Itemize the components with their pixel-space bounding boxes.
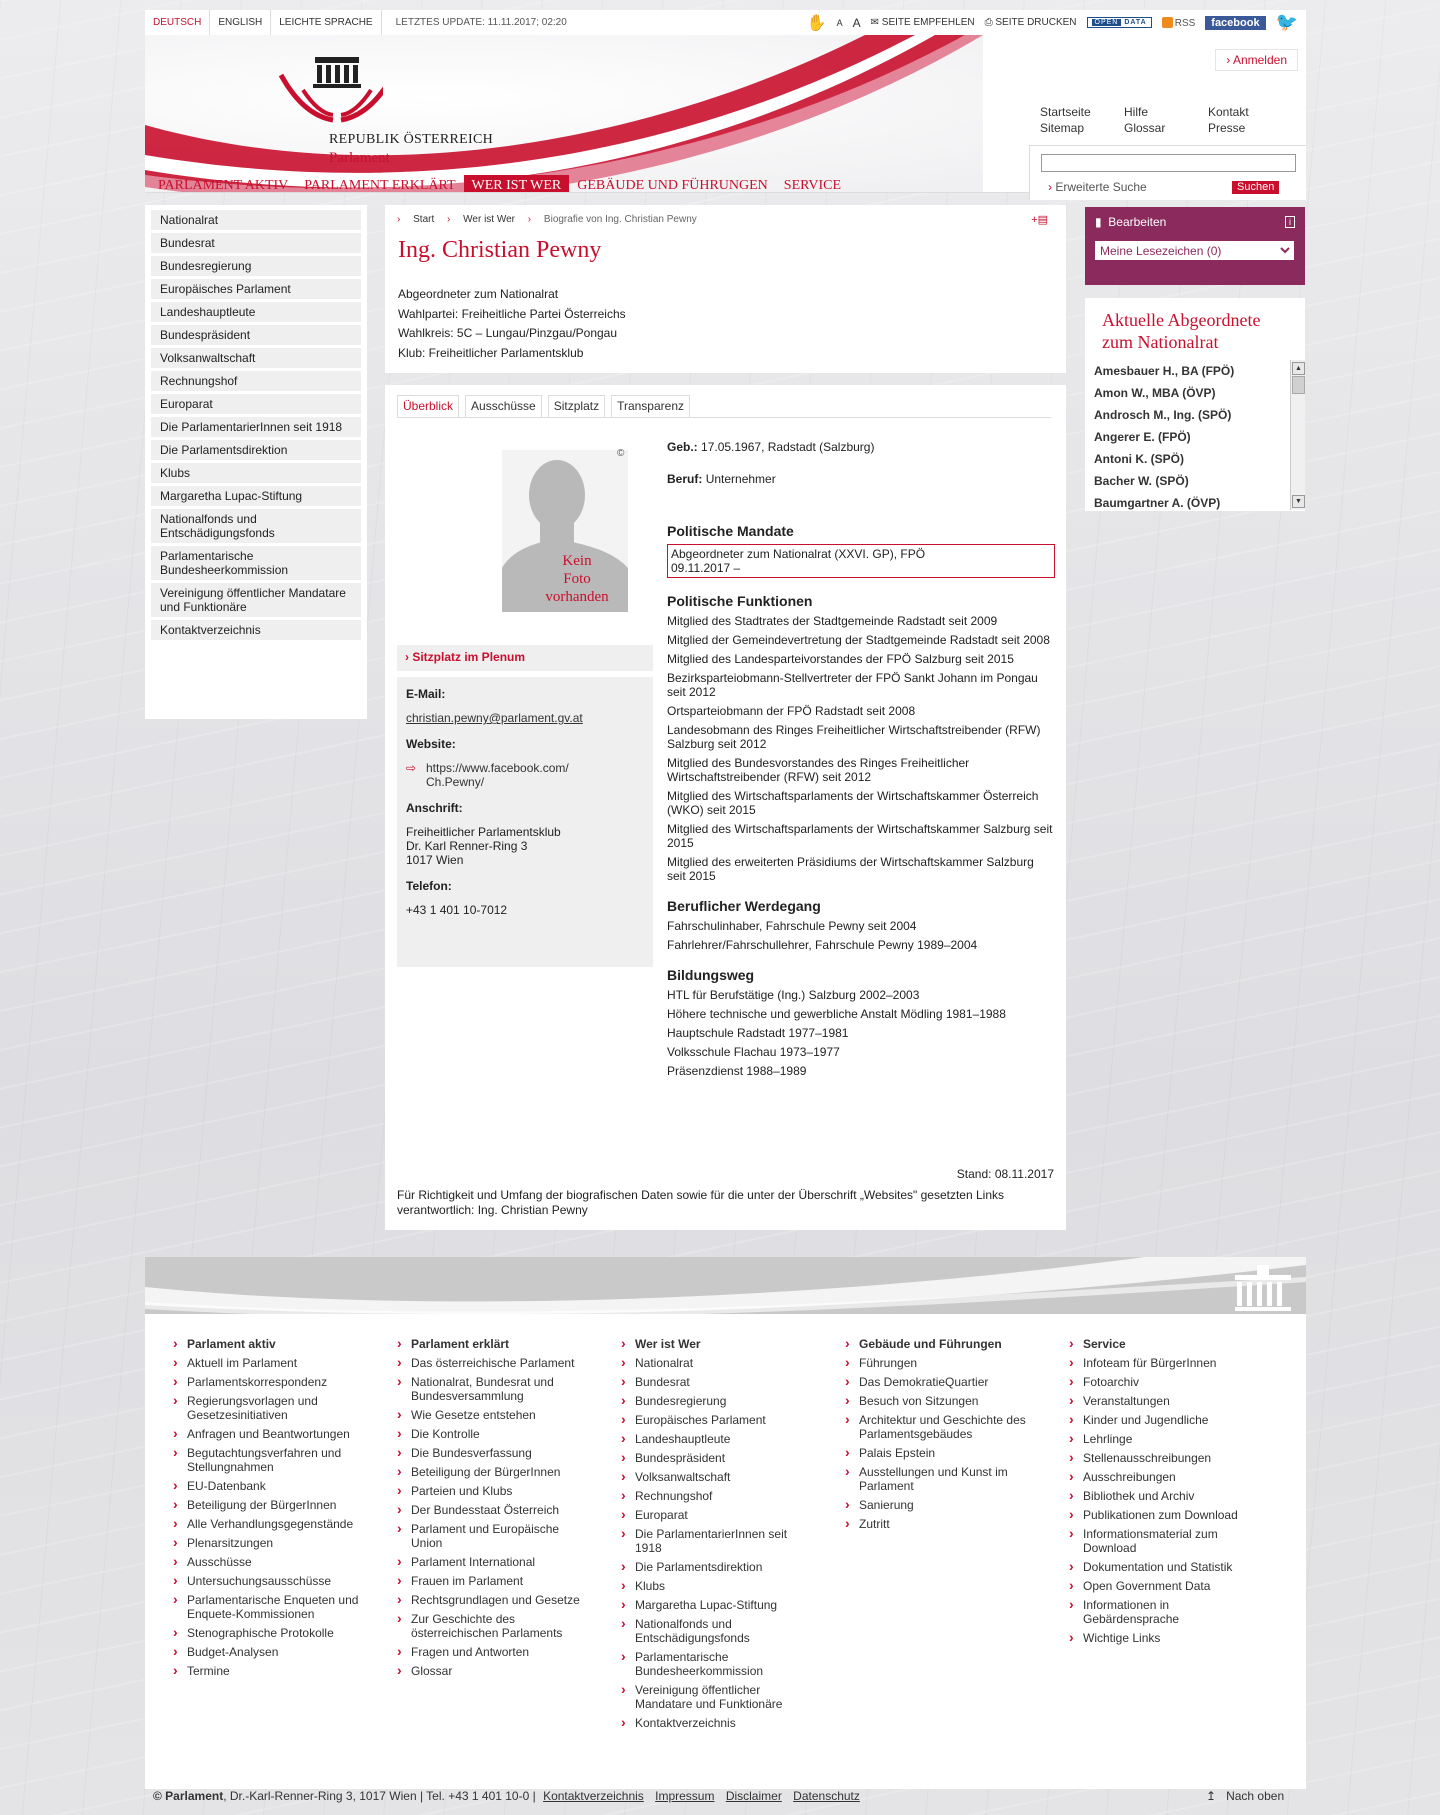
facebook-link[interactable]: facebook (1205, 16, 1265, 30)
footer-column (621, 1337, 845, 1735)
footer-link[interactable]: › Landeshauptleute (621, 1432, 811, 1446)
members-scrollbar[interactable] (1290, 360, 1305, 510)
footer-link-kontaktverzeichnis[interactable]: Kontaktverzeichnis (543, 1789, 644, 1803)
sidebar-item[interactable]: Parlamentarische Bundesheerkommission (151, 546, 361, 580)
add-bookmark-icon[interactable]: +▤ (1031, 214, 1048, 226)
breadcrumb-current: Biografie von Ing. Christian Pewny (543, 214, 697, 225)
footer-link[interactable]: › Regierungsvorlagen und Gesetzesinitiativen (173, 1394, 363, 1422)
no-photo-line2: Foto (563, 571, 591, 587)
person-party: Wahlpartei: Freiheitliche Partei Österreichs (398, 306, 626, 321)
person-district: Wahlkreis: 5C – Lungau/Pinzgau/Pongau (398, 326, 618, 340)
footer-link[interactable]: › Bundesregierung (621, 1394, 811, 1408)
page-wrapper (145, 10, 1306, 193)
footer-link[interactable]: › Wie Gesetze entstehen (397, 1408, 587, 1422)
sidebar-item[interactable]: Europarat (151, 394, 361, 414)
opendata-label-2: DATA (1124, 19, 1147, 26)
recommend-link[interactable] (871, 17, 975, 28)
main-content (385, 385, 1066, 1230)
printer-icon: ⎙ (984, 17, 993, 28)
funktionen-item: Mitglied des Wirtschaftsparlaments der Wirtschaftskammer Salzburg seit 2015 (667, 822, 1053, 850)
footer-swoosh (145, 1257, 1306, 1314)
footer-link[interactable]: › Europäisches Parlament (621, 1413, 811, 1427)
footer-link[interactable]: › Publikationen zum Download (1069, 1508, 1259, 1522)
site-footer (145, 1257, 1306, 1789)
footer-link[interactable]: › Wichtige Links (1069, 1631, 1259, 1645)
footer-link[interactable]: › Architektur und Geschichte des Parlamentsgebäudes (845, 1413, 1035, 1441)
footer-link[interactable]: › Parteien und Klubs (397, 1484, 587, 1498)
footer-link[interactable]: › Besuch von Sitzungen (845, 1394, 1035, 1408)
twitter-icon[interactable]: 🐦 (1275, 12, 1298, 32)
footer-link[interactable]: › Ausschreibungen (1069, 1470, 1259, 1484)
website-label: Website: (406, 737, 456, 751)
phone-number: +43 1 401 10-7012 (406, 903, 508, 917)
footer-column-title[interactable]: › Parlament erklärt (397, 1337, 621, 1351)
footer-link[interactable]: › Kinder und Jugendliche (1069, 1413, 1259, 1427)
footer-link[interactable]: › Stellenausschreibungen (1069, 1451, 1259, 1465)
footer-link[interactable]: › Klubs (621, 1579, 811, 1593)
funktionen-item: Landesobmann des Ringes Freiheitlicher Wirtschaftstreibender (RFW) Salzburg seit 2012 (667, 723, 1041, 751)
footer-link[interactable]: › Fragen und Antworten (397, 1645, 587, 1659)
footer-link[interactable]: › Parlamentarische Enqueten und Enquete-Kommissionen (173, 1593, 363, 1621)
footer-column-title[interactable]: › Service (1069, 1337, 1293, 1351)
werdegang-item: Fahrlehrer/Fahrschullehrer, Fahrschule Pewny 1989–2004 (667, 938, 978, 952)
no-photo-label (527, 552, 627, 606)
print-label: SEITE DRUCKEN (995, 17, 1077, 28)
footer-link[interactable]: › Die Parlamentsdirektion (621, 1560, 811, 1574)
sidebar-item[interactable]: Vereinigung öffentlicher Mandatare und Funktionäre (151, 583, 361, 617)
sidebar-item[interactable]: Landeshauptleute (151, 302, 361, 322)
tab-sitzplatz[interactable]: Sitzplatz (548, 395, 605, 417)
last-updated: Stand: 08.11.2017 (956, 1167, 1054, 1181)
footer-link[interactable]: › Rechnungshof (621, 1489, 811, 1503)
job-value: Unternehmer (705, 472, 776, 486)
footer-link-disclaimer[interactable]: Disclaimer (725, 1789, 782, 1803)
print-link[interactable] (985, 17, 1077, 28)
footer-link[interactable]: › Informationsmaterial zum Download (1069, 1527, 1259, 1555)
no-photo-line1: Kein (562, 553, 592, 569)
footer-link-impressum[interactable]: Impressum (655, 1789, 715, 1803)
funktionen-list (667, 614, 1055, 883)
back-to-top-label: Nach oben (1226, 1789, 1285, 1803)
footer-link[interactable]: › Rechtsgrundlagen und Gesetze (397, 1593, 587, 1607)
funktionen-item: Mitglied des Wirtschaftsparlaments der Wirtschaftskammer Österreich (WKO) seit 2015 (667, 789, 1039, 817)
footer-link[interactable]: › Frauen im Parlament (397, 1574, 587, 1588)
sidebar-item[interactable]: Rechnungshof (151, 371, 361, 391)
person-header (385, 205, 1066, 373)
advanced-search-label: Erweiterte Suche (1055, 180, 1147, 194)
footer-link[interactable]: › Zur Geschichte des österreichischen Parlaments (397, 1612, 587, 1640)
footer-link[interactable]: › EU-Datenbank (173, 1479, 363, 1493)
footer-link[interactable]: › Alle Verhandlungsgegenstände (173, 1517, 363, 1531)
footer-link[interactable]: › Bundesrat (621, 1375, 811, 1389)
brand-logo[interactable] (329, 131, 493, 167)
footer-link[interactable]: › Parlament International (397, 1555, 587, 1569)
bildung-item: Präsenzdienst 1988–1989 (667, 1064, 807, 1078)
no-photo-line3: vorhanden (545, 589, 609, 605)
sign-language-icon[interactable]: ✋ (806, 14, 827, 32)
footer-link[interactable]: › Beteiligung der BürgerInnen (173, 1498, 363, 1512)
bildung-item: Hauptschule Radstadt 1977–1981 (667, 1026, 849, 1040)
funktionen-item: Mitglied des Stadtrates der Stadtgemeinde Radstadt seit 2009 (667, 614, 998, 628)
footer-link[interactable]: › Nationalrat, Bundesrat und Bundesversammlung (397, 1375, 587, 1403)
contact-box (397, 677, 653, 967)
member-item[interactable]: Androsch M., Ing. (SPÖ) (1094, 408, 1232, 422)
brand-line2: Parlament (329, 150, 390, 166)
current-members-list (1094, 360, 1290, 510)
font-small-button[interactable]: A (836, 17, 843, 28)
info-icon[interactable]: i (1285, 216, 1295, 228)
nav-parlament-aktiv[interactable]: PARLAMENT AKTIV (158, 178, 289, 193)
utility-links (1040, 105, 1288, 135)
copyright-brand: © Parlament (153, 1789, 224, 1803)
footer-link[interactable]: › Parlamentarische Bundesheerkommission (621, 1650, 811, 1678)
bookmarks-select[interactable] (1095, 241, 1294, 260)
footer-link[interactable]: › Bibliothek und Archiv (1069, 1489, 1259, 1503)
footer-column (173, 1337, 397, 1735)
footer-columns (173, 1337, 1293, 1735)
current-members-title: Aktuelle Abgeordnete zum Nationalrat (1102, 310, 1261, 352)
link-presse[interactable]: Presse (1208, 121, 1246, 135)
member-item[interactable]: Amesbauer H., BA (FPÖ) (1094, 364, 1235, 378)
footer-link[interactable]: › Fotoarchiv (1069, 1375, 1259, 1389)
sidebar-item[interactable]: Nationalrat (151, 210, 361, 230)
member-item[interactable]: Baumgartner A. (ÖVP) (1094, 496, 1221, 510)
sidebar-item[interactable]: Volksanwaltschaft (151, 348, 361, 368)
footer-link[interactable]: › Das DemokratieQuartier (845, 1375, 1035, 1389)
scroll-thumb[interactable] (1292, 376, 1305, 394)
login-button[interactable]: › Anmelden (1215, 49, 1298, 71)
footer-link[interactable]: › Lehrlinge (1069, 1432, 1259, 1446)
funktionen-item: Bezirksparteiobmann-Stellvertreter der FPÖ Sankt Johann im Pongau seit 2012 (667, 671, 1038, 699)
sidebar-item[interactable]: Nationalfonds und Entschädigungsfonds (151, 509, 361, 543)
birth-info (667, 440, 1055, 454)
footer-link[interactable]: › Parlament und Europäische Union (397, 1522, 587, 1550)
sidebar-item[interactable]: Margaretha Lupac-Stiftung (151, 486, 361, 506)
recommend-label: SEITE EMPFEHLEN (881, 17, 975, 28)
footer-link[interactable]: › Bundespräsident (621, 1451, 811, 1465)
search-input[interactable] (1041, 154, 1296, 172)
footer-band (145, 1257, 1306, 1314)
member-item[interactable]: Antoni K. (SPÖ) (1094, 452, 1184, 466)
footer-link[interactable]: › Palais Epstein (845, 1446, 1035, 1460)
edit-title[interactable] (1095, 215, 1166, 229)
person-club: Klub: Freiheitlicher Parlamentsklub (398, 345, 584, 360)
funktionen-heading: Politische Funktionen (667, 593, 813, 609)
breadcrumb-start[interactable]: Start (413, 214, 435, 225)
parliament-logo-icon (273, 45, 383, 135)
werdegang-list (667, 919, 1055, 952)
footer-link[interactable]: › Zutritt (845, 1517, 1035, 1531)
footer-column (397, 1337, 621, 1735)
footer-link[interactable]: › Dokumentation und Statistik (1069, 1560, 1259, 1574)
address-line2: Dr. Karl Renner-Ring 3 (406, 839, 528, 853)
birth-value: 17.05.1967, Radstadt (Salzburg) (701, 440, 875, 454)
nav-service[interactable]: SERVICE (783, 178, 842, 193)
sidebar-item[interactable]: Die ParlamentarierInnen seit 1918 (151, 417, 361, 437)
mandate-heading: Politische Mandate (667, 523, 794, 539)
link-kontakt[interactable]: Kontakt (1208, 105, 1249, 119)
werdegang-heading: Beruflicher Werdegang (667, 898, 821, 914)
address-label: Anschrift: (406, 801, 463, 815)
footer-link[interactable]: › Parlamentskorrespondenz (173, 1375, 363, 1389)
werdegang-item: Fahrschulinhaber, Fahrschule Pewny seit 2004 (667, 919, 917, 933)
funktionen-item: Mitglied des Landesparteivorstandes der FPÖ Salzburg seit 2015 (667, 652, 1014, 666)
sidebar-item[interactable]: Bundesrat (151, 233, 361, 253)
breadcrumb: › Start › Wer ist Wer › Biografie von Ing. Christian Pewny (397, 214, 697, 225)
footer-link[interactable]: › Volksanwaltschaft (621, 1470, 811, 1484)
footer-link[interactable]: › Anfragen und Beantwortungen (173, 1427, 363, 1441)
current-members-box (1085, 298, 1305, 511)
footer-link[interactable]: › Budget-Analysen (173, 1645, 363, 1659)
footer-link[interactable]: › Europarat (621, 1508, 811, 1522)
job-info (667, 472, 1055, 486)
font-large-button[interactable]: A (852, 15, 861, 30)
bildung-heading: Bildungsweg (667, 967, 755, 983)
footer-link[interactable]: › Kontaktverzeichnis (621, 1716, 811, 1730)
footer-link[interactable]: › Nationalfonds und Entschädigungsfonds (621, 1617, 811, 1645)
website-link[interactable]: ⇨ https://www.facebook.com/ Ch.Pewny/ (406, 761, 586, 789)
last-update: LETZTES UPDATE: 11.11.2017; 02:20 (395, 17, 567, 28)
funktionen-item: Mitglied des erweiterten Präsidiums der Wirtschaftskammer Salzburg seit 2015 (667, 855, 1034, 883)
opendata-label-1: OPEN (1092, 19, 1122, 26)
link-startseite[interactable]: Startseite (1040, 105, 1091, 119)
sidebar-item[interactable]: Klubs (151, 463, 361, 483)
link-hilfe[interactable]: Hilfe (1124, 105, 1149, 119)
footer-link[interactable]: › Aktuell im Parlament (173, 1356, 363, 1370)
sidebar-nav (145, 205, 367, 719)
portrait-placeholder (502, 450, 628, 612)
email-label: E-Mail: (406, 687, 446, 701)
footer-address: , Dr.-Karl-Renner-Ring 3, 1017 Wien | Tel. +43 1 401 10-0 | (223, 1789, 536, 1803)
bildung-list (667, 988, 1055, 1078)
biography (667, 440, 1055, 1083)
footer-link[interactable]: › Die Kontrolle (397, 1427, 587, 1441)
brand-line1: REPUBLIK ÖSTERREICH (329, 132, 493, 147)
footer-link[interactable]: › Ausstellungen und Kunst im Parlament (845, 1465, 1035, 1493)
phone-label: Telefon: (406, 879, 452, 893)
advanced-search-link[interactable]: › Erweiterte Suche (1048, 180, 1147, 194)
nav-parlament-erklaert[interactable]: PARLAMENT ERKLÄRT (304, 178, 456, 193)
sidebar-item[interactable]: Bundesregierung (151, 256, 361, 276)
footer-link[interactable]: › Die ParlamentarierInnen seit 1918 (621, 1527, 811, 1555)
sidebar-item[interactable]: Europäisches Parlament (151, 279, 361, 299)
open-data-link[interactable] (1087, 17, 1152, 28)
rss-link[interactable] (1162, 17, 1196, 29)
address-line1: Freiheitlicher Parlamentsklub (406, 825, 561, 839)
main-navigation (150, 175, 849, 193)
footer-link[interactable]: › Der Bundesstaat Österreich (397, 1503, 587, 1517)
funktionen-item: Mitglied der Gemeindevertretung der Stadtgemeinde Radstadt seit 2008 (667, 633, 1050, 647)
link-sitemap[interactable]: Sitemap (1040, 121, 1085, 135)
footer-link[interactable]: › Open Government Data (1069, 1579, 1259, 1593)
footer-link[interactable]: › Veranstaltungen (1069, 1394, 1259, 1408)
edit-title-label: Bearbeiten (1108, 215, 1167, 229)
rss-label: RSS (1174, 17, 1196, 29)
member-item[interactable]: Amon W., MBA (ÖVP) (1094, 386, 1216, 400)
search-button[interactable]: Suchen (1232, 181, 1279, 194)
sidebar-item[interactable]: Bundespräsident (151, 325, 361, 345)
footer-column (1069, 1337, 1293, 1735)
email-link[interactable]: christian.pewny@parlament.gv.at (406, 711, 583, 725)
login-label: Anmelden (1232, 53, 1287, 67)
bildung-item: Volksschule Flachau 1973–1977 (667, 1045, 840, 1059)
rss-icon (1162, 17, 1173, 28)
footer-link[interactable]: › Stenographische Protokolle (173, 1626, 363, 1640)
footer-column-title[interactable]: › Gebäude und Führungen (845, 1337, 1069, 1351)
lang-english[interactable]: ENGLISH (210, 10, 271, 35)
footer-column-title[interactable]: › Parlament aktiv (173, 1337, 397, 1351)
footer-link[interactable]: › Führungen (845, 1356, 1035, 1370)
nav-wer-ist-wer[interactable]: WER IST WER (464, 175, 570, 193)
footer-link[interactable]: › Begutachtungsverfahren und Stellungnahmen (173, 1446, 363, 1474)
footer-link[interactable]: › Infoteam für BürgerInnen (1069, 1356, 1259, 1370)
footer-bottom (153, 1789, 860, 1803)
link-glossar[interactable]: Glossar (1124, 121, 1166, 135)
bookmark-icon: ▮ (1095, 215, 1102, 229)
funktionen-item: Ortsparteiobmann der FPÖ Radstadt seit 2008 (667, 704, 916, 718)
bildung-item: HTL für Berufstätige (Ing.) Salzburg 2002–2003 (667, 988, 920, 1002)
birth-label: Geb.: (667, 440, 698, 454)
footer-link[interactable]: › Margaretha Lupac-Stiftung (621, 1598, 811, 1612)
member-item[interactable]: Angerer E. (FPÖ) (1094, 430, 1191, 444)
scroll-down-icon[interactable]: ▼ (1292, 495, 1305, 508)
sitzplatz-link[interactable]: › Sitzplatz im Plenum (397, 645, 653, 671)
nav-gebaeude[interactable]: GEBÄUDE UND FÜHRUNGEN (577, 178, 768, 193)
sitzplatz-label: Sitzplatz im Plenum (412, 650, 526, 664)
footer-link[interactable]: › Nationalrat (621, 1356, 811, 1370)
mail-icon: ✉ (870, 17, 880, 28)
footer-link-datenschutz[interactable]: Datenschutz (793, 1789, 860, 1803)
funktionen-item: Mitglied des Bundesvorstandes des Ringes Freiheitlicher Wirtschaftstreibender (RFW) seit 2012 (667, 756, 970, 784)
person-info (398, 285, 626, 363)
footer-link[interactable]: › Die Bundesverfassung (397, 1446, 587, 1460)
member-item[interactable]: Bacher W. (SPÖ) (1094, 474, 1189, 488)
sidebar-item[interactable]: Die Parlamentsdirektion (151, 440, 361, 460)
footer-column-title[interactable]: › Wer ist Wer (621, 1337, 845, 1351)
footer-link[interactable]: › Plenarsitzungen (173, 1536, 363, 1550)
tab-bar (397, 395, 1051, 418)
footer-column (845, 1337, 1069, 1735)
address-line3: 1017 Wien (406, 853, 464, 867)
footer-link[interactable]: › Glossar (397, 1664, 587, 1678)
copyright-icon[interactable]: © (617, 448, 625, 459)
bildung-item: Höhere technische und gewerbliche Anstalt Mödling 1981–1988 (667, 1007, 1006, 1021)
footer-link[interactable]: › Beteiligung der BürgerInnen (397, 1465, 587, 1479)
top-tools (807, 10, 1306, 35)
search-box (1029, 145, 1306, 200)
back-to-top-link[interactable] (1206, 1789, 1284, 1803)
arrow-up-icon: ↥ (1206, 1789, 1217, 1803)
breadcrumb-wer-ist-wer[interactable]: Wer ist Wer (463, 214, 516, 225)
footer-link[interactable]: › Informationen in Gebärdensprache (1069, 1598, 1259, 1626)
tab-transparenz[interactable]: Transparenz (611, 395, 690, 417)
mandate-line2: 09.11.2017 – (671, 561, 741, 575)
person-role: Abgeordneter zum Nationalrat (398, 287, 559, 301)
footer-link[interactable]: › Untersuchungsausschüsse (173, 1574, 363, 1588)
scroll-up-icon[interactable]: ▲ (1292, 362, 1305, 375)
mandate-line1: Abgeordneter zum Nationalrat (XXVI. GP), FPÖ (671, 547, 926, 561)
footer-link[interactable]: › Termine (173, 1664, 363, 1678)
job-label: Beruf: (667, 472, 703, 486)
footer-link[interactable]: › Ausschüsse (173, 1555, 363, 1569)
disclaimer-text: Für Richtigkeit und Umfang der biografischen Daten sowie für die unter der Überschrift „Websites" gesetzten Links verantwortlich: Ing. Christian Pewny (397, 1188, 1004, 1217)
footer-link[interactable]: › Sanierung (845, 1498, 1035, 1512)
lang-deutsch[interactable]: DEUTSCH (145, 10, 210, 35)
top-bar (145, 10, 1306, 35)
footer-link[interactable]: › Das österreichische Parlament (397, 1356, 587, 1370)
mandate-box (667, 544, 1055, 578)
tab-ueberblick[interactable]: Überblick (397, 395, 459, 417)
lang-easy[interactable]: LEICHTE SPRACHE (271, 10, 381, 35)
edit-box (1085, 207, 1305, 285)
footer-link[interactable]: › Vereinigung öffentlicher Mandatare und Funktionäre (621, 1683, 811, 1711)
page-title: Ing. Christian Pewny (398, 237, 602, 263)
sidebar-item[interactable]: Kontaktverzeichnis (151, 620, 361, 640)
tab-ausschuesse[interactable]: Ausschüsse (465, 395, 542, 417)
